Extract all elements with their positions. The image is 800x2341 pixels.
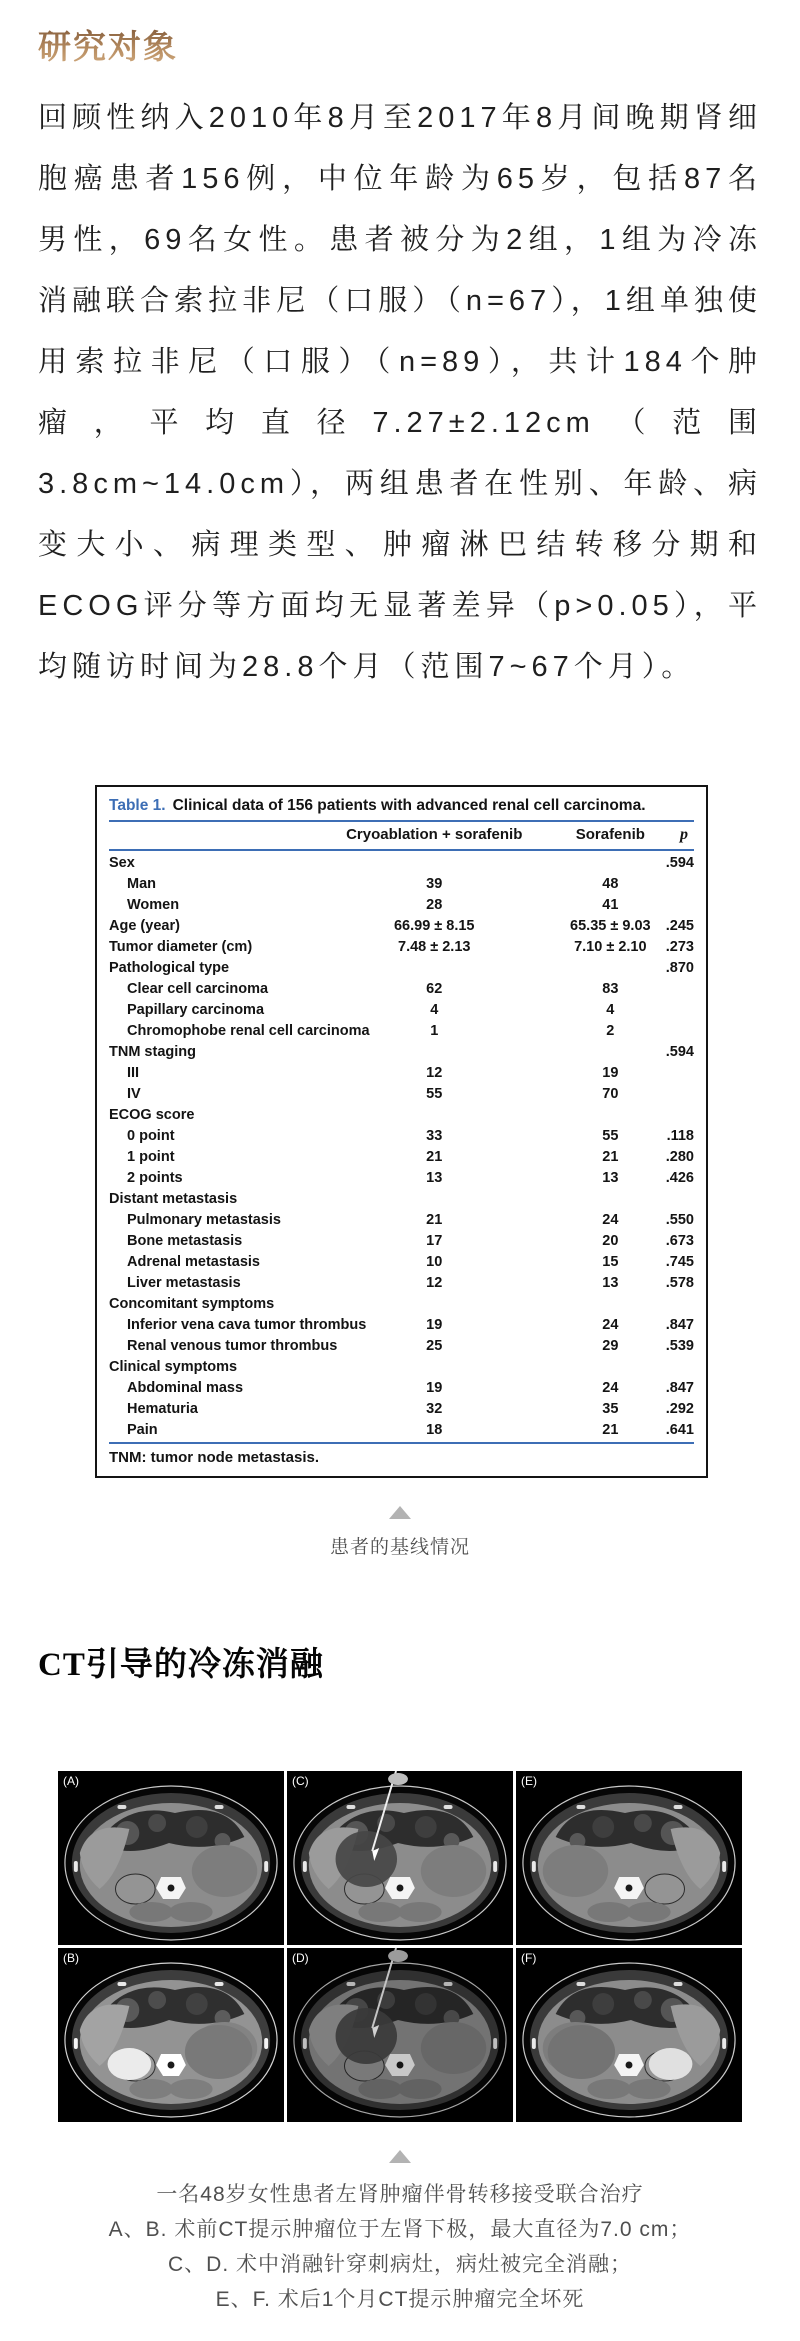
table-row-sorafenib-value: 70 xyxy=(602,1086,619,1102)
table-row-label: Adrenal metastasis xyxy=(127,1254,260,1270)
table-row-cryoablation-value: 10 xyxy=(426,1254,443,1270)
table-row-cryoablation-value: 4 xyxy=(430,1002,439,1018)
table-row-p-value xyxy=(662,1084,694,1105)
clinical-table-figure xyxy=(0,785,800,1561)
ct-caption-line: C、D. 术中消融针穿刺病灶，病灶被完全消融； xyxy=(168,2253,632,2276)
table-figure-caption: 患者的基线情况 xyxy=(329,1537,470,1558)
table-row-p-value xyxy=(662,1357,694,1378)
table-row-label: 2 points xyxy=(127,1170,183,1186)
table-row-sorafenib-value: 2 xyxy=(606,1023,615,1039)
table-header-p: p xyxy=(679,826,688,843)
table-title xyxy=(109,795,694,822)
table-row xyxy=(109,1210,694,1231)
table-row-cryoablation-value xyxy=(310,1042,559,1063)
table-row-p-value xyxy=(662,979,694,1000)
table-row-label: Sex xyxy=(109,855,135,871)
table-row xyxy=(109,895,694,916)
table-row-sorafenib-value: 21 xyxy=(602,1422,619,1438)
ct-scan-image xyxy=(58,1948,284,2122)
table-row-p-value: .280 xyxy=(665,1149,694,1165)
table-row xyxy=(109,1126,694,1147)
table-row-p-value: .847 xyxy=(665,1317,694,1333)
table-row-label: Tumor diameter (cm) xyxy=(109,939,253,955)
table-row-label: Inferior vena cava tumor thrombus xyxy=(127,1317,367,1333)
table-row-sorafenib-value: 24 xyxy=(602,1317,619,1333)
table-row-sorafenib-value: 65.35 ± 9.03 xyxy=(570,918,651,934)
table-row-sorafenib-value: 41 xyxy=(602,897,619,913)
table-row-label: Pathological type xyxy=(109,960,230,976)
ct-scan-image xyxy=(516,1771,742,1945)
table-row-label: Pulmonary metastasis xyxy=(127,1212,281,1228)
table-row-sorafenib-value: 55 xyxy=(602,1128,619,1144)
table-row-sorafenib-value: 15 xyxy=(602,1254,619,1270)
study-section-heading-wrap xyxy=(38,0,762,70)
ct-figure xyxy=(0,1771,800,2317)
ct-caption-line: A、B. 术前CT提示肿瘤位于左肾下极，最大直径为7.0 cm； xyxy=(108,2218,692,2241)
table-title-label: Table 1. xyxy=(109,797,166,814)
table-row-cryoablation-value: 18 xyxy=(426,1422,443,1438)
table-row-label: 1 point xyxy=(127,1149,175,1165)
table-row xyxy=(109,1399,694,1420)
table-row-cryoablation-value: 1 xyxy=(430,1023,439,1039)
table-row-cryoablation-value: 33 xyxy=(426,1128,443,1144)
table-row-label: 0 point xyxy=(127,1128,175,1144)
table-row-label: Man xyxy=(127,876,156,892)
table-row-sorafenib-value xyxy=(559,1357,662,1378)
table-row-p-value: .594 xyxy=(665,855,694,871)
ct-section xyxy=(0,1643,800,1687)
table-row xyxy=(109,1252,694,1273)
table-row-p-value: .745 xyxy=(665,1254,694,1270)
table-row xyxy=(109,1021,694,1042)
table-row-label: Chromophobe renal cell carcinoma xyxy=(127,1023,370,1039)
table-row-cryoablation-value: 32 xyxy=(426,1401,443,1417)
table-row-sorafenib-value: 21 xyxy=(602,1149,619,1165)
table-row-cryoablation-value: 12 xyxy=(426,1065,443,1081)
table-row-label: Liver metastasis xyxy=(127,1275,241,1291)
table-row-sorafenib-value: 13 xyxy=(602,1170,619,1186)
table-row-cryoablation-value xyxy=(310,1357,559,1378)
table-row-p-value xyxy=(662,874,694,895)
table-row-cryoablation-value: 19 xyxy=(426,1380,443,1396)
caption-arrow-icon xyxy=(389,2150,411,2163)
ct-panel xyxy=(58,1771,284,1945)
table-row-cryoablation-value xyxy=(310,958,559,979)
table-row-sorafenib-value: 19 xyxy=(602,1065,619,1081)
table-row-label: Age (year) xyxy=(109,918,180,934)
table-row-label: ECOG score xyxy=(109,1107,195,1123)
table-row-cryoablation-value: 28 xyxy=(426,897,443,913)
table-row-cryoablation-value xyxy=(310,853,559,874)
table-row-sorafenib-value: 24 xyxy=(602,1380,619,1396)
table-row-cryoablation-value: 25 xyxy=(426,1338,443,1354)
table-row xyxy=(109,1147,694,1168)
table-row xyxy=(109,958,694,979)
table-row-sorafenib-value: 29 xyxy=(602,1338,619,1354)
ct-panel xyxy=(58,1948,284,2122)
table-row-label: Bone metastasis xyxy=(127,1233,243,1249)
ct-panel-label: (B) xyxy=(63,1951,79,1965)
table-row-p-value xyxy=(662,1021,694,1042)
table-row-label: Clinical symptoms xyxy=(109,1359,238,1375)
table-row xyxy=(109,1084,694,1105)
table-row xyxy=(109,1042,694,1063)
table-row-sorafenib-value: 7.10 ± 2.10 xyxy=(574,939,647,955)
table-row-p-value: .870 xyxy=(665,960,694,976)
ct-panel xyxy=(516,1771,742,1945)
table-row xyxy=(109,1189,694,1210)
ct-panel xyxy=(516,1948,742,2122)
table-row-sorafenib-value: 35 xyxy=(602,1401,619,1417)
table-row xyxy=(109,853,694,874)
ct-scan-image xyxy=(287,1948,513,2122)
ct-grid xyxy=(58,1771,742,2122)
caption-arrow-icon xyxy=(389,1506,411,1519)
ct-section-heading: CT引导的冷冻消融 xyxy=(38,1647,324,1683)
table-row-cryoablation-value: 19 xyxy=(426,1317,443,1333)
ct-caption xyxy=(0,2177,800,2317)
study-paragraph: 回顾性纳入2010年8月至2017年8月间晚期肾细胞癌患者156例，中位年龄为65岁，包括87名男性，69名女性。患者被分为2组，1组为冷冻消融联合索拉非尼（口服）（n=67），1组单独使用索拉非尼（口服）（n=89），共计184个肿瘤，平均直径7.27±2.12cm（范围3.8cm~14.0cm），两组患者在性别、年龄、病变大小、病理类型、肿瘤淋巴结转移分期和ECOG评分等方面均无显著差异（p>0.05），平均随访时间为28.8个月（范围7~67个月）。 xyxy=(38,102,762,683)
study-section-heading: 研究对象 xyxy=(38,26,178,70)
table-row-sorafenib-value: 13 xyxy=(602,1275,619,1291)
table-row xyxy=(109,979,694,1000)
table-row xyxy=(109,1063,694,1084)
table-row-label: Renal venous tumor thrombus xyxy=(127,1338,338,1354)
table-row-p-value xyxy=(662,1063,694,1084)
table-row xyxy=(109,1273,694,1294)
table-row xyxy=(109,1336,694,1357)
table-row xyxy=(109,1105,694,1126)
table-row xyxy=(109,1378,694,1399)
table-row xyxy=(109,937,694,958)
ct-body-anatomy xyxy=(65,1786,277,1940)
table-title-text: Clinical data of 156 patients with advanced renal cell carcinoma. xyxy=(172,797,646,814)
table-row-sorafenib-value xyxy=(559,1294,662,1315)
ct-panel-label: (A) xyxy=(63,1774,79,1788)
table-row-sorafenib-value xyxy=(559,958,662,979)
table-row xyxy=(109,916,694,937)
table-row-p-value: .550 xyxy=(665,1212,694,1228)
clinical-table xyxy=(109,853,694,1441)
ct-scan-image xyxy=(58,1771,284,1945)
table-row-label: Concomitant symptoms xyxy=(109,1296,275,1312)
table-row-cryoablation-value: 39 xyxy=(426,876,443,892)
table-row xyxy=(109,1000,694,1021)
table-row-p-value xyxy=(662,1105,694,1126)
table-row-cryoablation-value xyxy=(310,1105,559,1126)
ct-scan-image xyxy=(287,1771,513,1945)
table-row xyxy=(109,1315,694,1336)
table-row-cryoablation-value xyxy=(310,1189,559,1210)
ct-panel-label: (F) xyxy=(521,1951,537,1965)
table-row-cryoablation-value: 17 xyxy=(426,1233,443,1249)
ct-panel xyxy=(287,1948,513,2122)
table-row-cryoablation-value: 55 xyxy=(426,1086,443,1102)
table-row-label: Clear cell carcinoma xyxy=(127,981,269,997)
table-row-label: Hematuria xyxy=(127,1401,198,1417)
ct-body-anatomy xyxy=(294,1963,506,2117)
table-row-p-value: .273 xyxy=(665,939,694,955)
table-body xyxy=(109,853,694,1441)
table-row-cryoablation-value: 21 xyxy=(426,1212,443,1228)
table-header-cryoablation: Cryoablation + sorafenib xyxy=(346,826,523,843)
table-row-p-value: .539 xyxy=(665,1338,694,1354)
table-row-cryoablation-value: 12 xyxy=(426,1275,443,1291)
table-row-p-value xyxy=(662,1000,694,1021)
table-row-p-value: .641 xyxy=(665,1422,694,1438)
article-content xyxy=(0,0,800,698)
table-row-p-value: .426 xyxy=(665,1170,694,1186)
table-row-sorafenib-value: 83 xyxy=(602,981,619,997)
table-row-label: Papillary carcinoma xyxy=(127,1002,265,1018)
table-row xyxy=(109,1294,694,1315)
table-row-p-value xyxy=(662,1189,694,1210)
ct-body-anatomy xyxy=(523,1786,735,1940)
table-row-label: Pain xyxy=(127,1422,158,1438)
table-row-cryoablation-value: 66.99 ± 8.15 xyxy=(393,918,475,934)
table-row-p-value xyxy=(662,1294,694,1315)
table-footnote: TNM: tumor node metastasis. xyxy=(109,1449,320,1466)
table-row-sorafenib-value: 24 xyxy=(602,1212,619,1228)
table-header-row xyxy=(109,822,694,851)
table-row-p-value: .245 xyxy=(665,918,694,934)
table-row xyxy=(109,874,694,895)
ct-panel xyxy=(287,1771,513,1945)
ct-panel-label: (E) xyxy=(521,1774,537,1788)
table-row xyxy=(109,1168,694,1189)
table-row xyxy=(109,1420,694,1441)
table-row-label: Women xyxy=(127,897,180,913)
clinical-table-box xyxy=(95,785,708,1478)
table-row-p-value: .847 xyxy=(665,1380,694,1396)
table-row xyxy=(109,1357,694,1378)
ct-caption-line: E、F. 术后1个月CT提示肿瘤完全坏死 xyxy=(215,2288,585,2311)
table-row-sorafenib-value xyxy=(559,1042,662,1063)
table-row-label: Abdominal mass xyxy=(127,1380,244,1396)
table-header-sorafenib: Sorafenib xyxy=(575,826,645,843)
table-row-label: TNM staging xyxy=(109,1044,196,1060)
table-row-label: IV xyxy=(127,1086,141,1102)
table-row-p-value: .578 xyxy=(665,1275,694,1291)
ct-panel-label: (D) xyxy=(292,1951,309,1965)
ct-caption-line: 一名48岁女性患者左肾肿瘤伴骨转移接受联合治疗 xyxy=(156,2183,644,2206)
table-row-sorafenib-value: 20 xyxy=(602,1233,619,1249)
table-row-cryoablation-value xyxy=(310,1294,559,1315)
table-row-sorafenib-value: 48 xyxy=(602,876,619,892)
ct-panel-label: (C) xyxy=(292,1774,309,1788)
table-row-label: Distant metastasis xyxy=(109,1191,238,1207)
table-row-label: III xyxy=(127,1065,140,1081)
table-row-p-value: .673 xyxy=(665,1233,694,1249)
table-row-p-value: .292 xyxy=(665,1401,694,1417)
ct-scan-image xyxy=(516,1948,742,2122)
table-row-sorafenib-value xyxy=(559,1105,662,1126)
ct-body-anatomy xyxy=(294,1786,506,1940)
table-row-p-value: .118 xyxy=(666,1128,694,1144)
table-row-cryoablation-value: 62 xyxy=(426,981,443,997)
table-row-sorafenib-value: 4 xyxy=(606,1002,615,1018)
table-row-cryoablation-value: 13 xyxy=(426,1170,443,1186)
table-row xyxy=(109,1231,694,1252)
table-row-p-value xyxy=(662,895,694,916)
table-row-sorafenib-value xyxy=(559,853,662,874)
table-row-sorafenib-value xyxy=(559,1189,662,1210)
table-row-cryoablation-value: 7.48 ± 2.13 xyxy=(398,939,471,955)
table-row-p-value: .594 xyxy=(665,1044,694,1060)
table-row-cryoablation-value: 21 xyxy=(426,1149,443,1165)
